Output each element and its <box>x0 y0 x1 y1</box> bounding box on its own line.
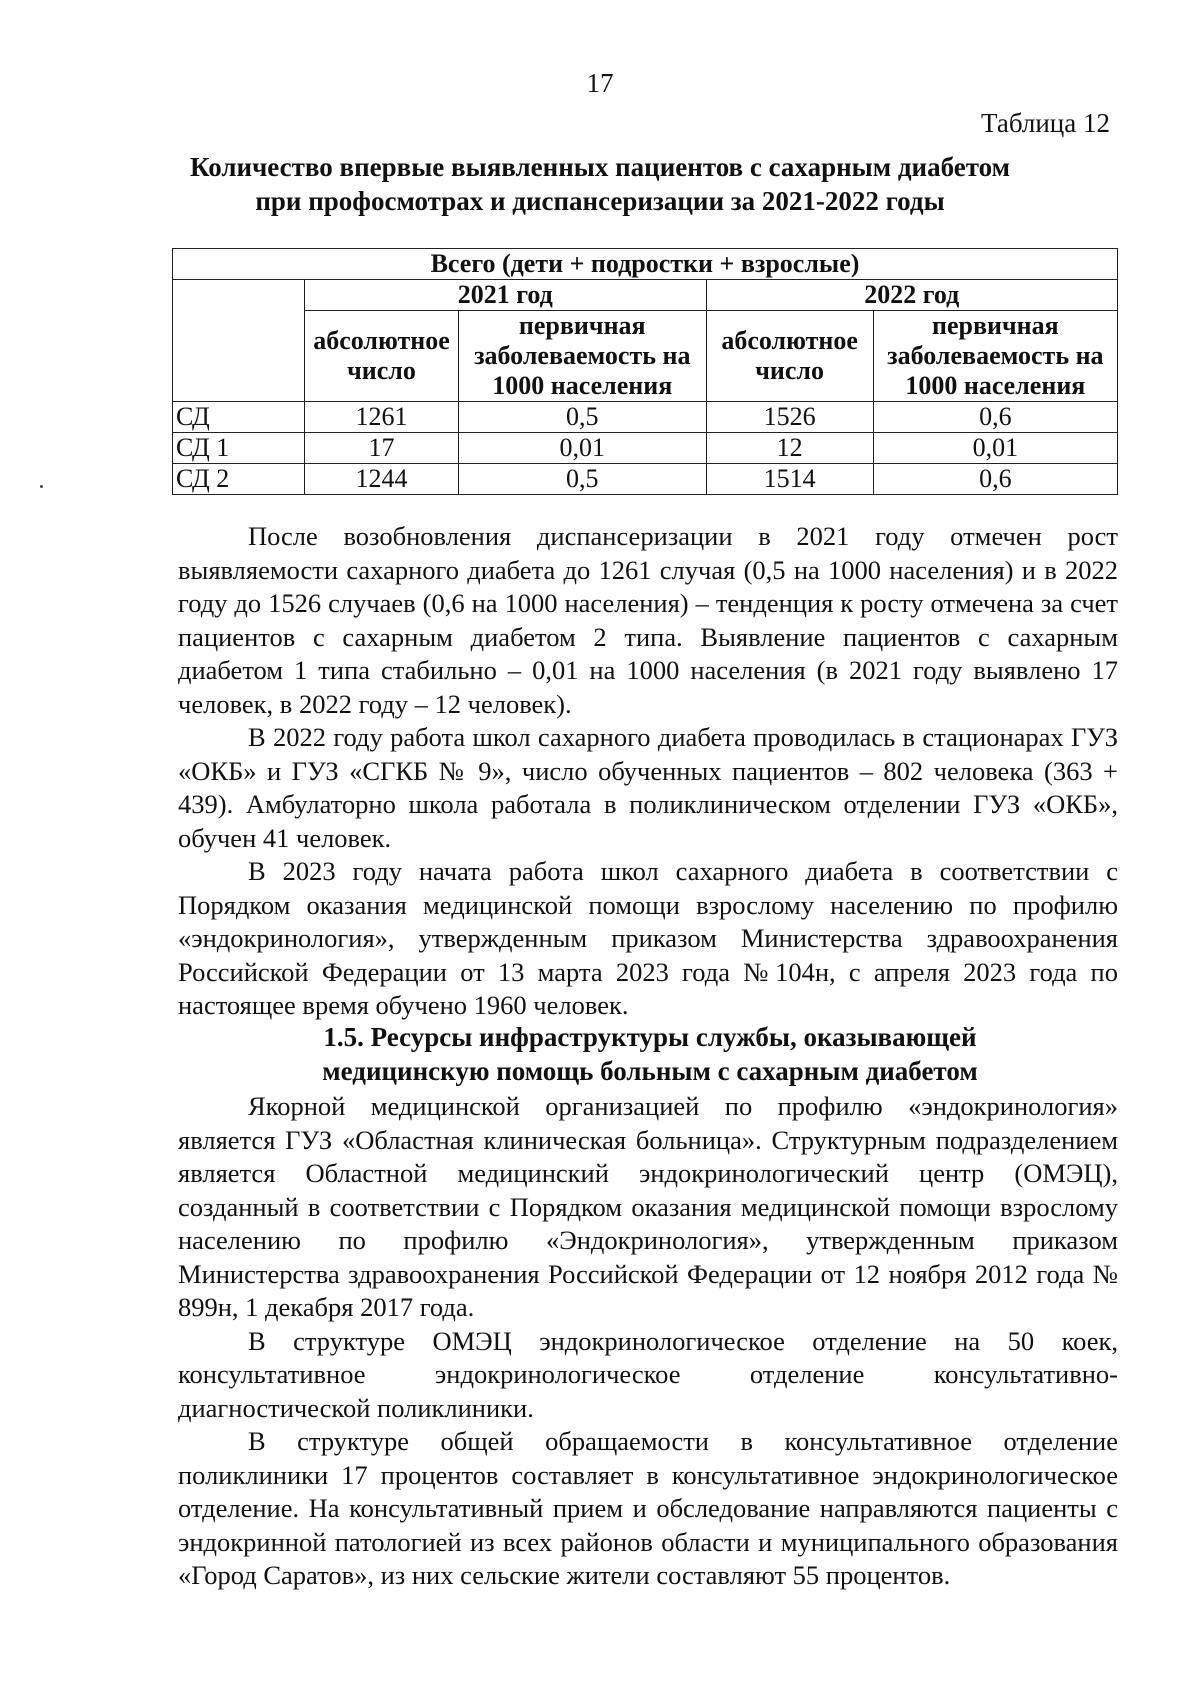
table-group-header-row <box>173 249 1118 280</box>
table-row <box>173 402 1118 433</box>
cell-rate-2022: 0,6 <box>873 464 1117 495</box>
cell-abs-2021: 1244 <box>305 464 459 495</box>
paragraph: В 2022 году работа школ сахарного диабета проводилась в стационарах ГУЗ «ОКБ» и ГУЗ «СГКБ № 9», число обученных пациентов – 802 человека (363 + 439). Амбулаторно школа работала в поликлиническом отделении ГУЗ «ОКБ», обучен 41 человек. <box>178 722 1118 853</box>
cell-rate-2022: 0,01 <box>873 433 1117 464</box>
year-2021-header: 2021 год <box>305 280 707 311</box>
col-rate-2022: первичная заболеваемость на 1000 населения <box>873 311 1117 402</box>
table-row <box>173 464 1118 495</box>
paragraph: После возобновления диспансеризации в 2021 году отмечен рост выявляемости сахарного диабета до 1261 случая (0,5 на 1000 населения) и в 2022 году до 1526 случаев (0,6 на 1000 населения) – тенденция к росту отмечена за счет пациентов с сахарным диабетом 2 типа. Выявление пациентов с сахарным диабетом 1 типа стабильно – 0,01 на 1000 населения (в 2021 году выявлено 17 человек, в 2022 году – 12 человек). <box>178 521 1118 719</box>
cell-abs-2022: 1526 <box>706 402 873 433</box>
cell-rate-2021: 0,01 <box>459 433 707 464</box>
col-absolute-2022: абсолютное число <box>706 311 873 402</box>
table-column-header-row <box>173 311 1118 402</box>
section-heading-line-2: медицинскую помощь больным с сахарным диабетом <box>322 1056 978 1086</box>
paragraph: В 2023 году начата работа школ сахарного диабета в соответствии с Порядком оказания медицинской помощи взрослому населению по профилю «эндокринология», утвержденным приказом Министерства здравоохранения Российской Федерации от 13 марта 2023 года №104н, с апреля 2023 года по настоящее время обучено 1960 человек. <box>178 856 1118 1020</box>
empty-corner-cell <box>173 280 305 402</box>
cell-abs-2022: 1514 <box>706 464 873 495</box>
paragraph: Якорной медицинской организацией по профилю «эндокринология» является ГУЗ «Областная клиническая больница». Структурным подразделением является Областной медицинский эндокринологический центр (ОМЭЦ), созданный в соответствии с Порядком оказания медицинской помощи взрослому населению по профилю «Эндокринология», утвержденным приказом Министерства здравоохранения Российской Федерации от 12 ноября 2012 года № 899н, 1 декабря 2017 года. <box>178 1091 1118 1322</box>
body-text-block-2 <box>178 1090 1118 1593</box>
year-2022-header: 2022 год <box>706 280 1117 311</box>
paragraph: В структуре общей обращаемости в консультативное отделение поликлиники 17 процентов составляет в консультативное эндокринологическое отделение. На консультативный прием и обследование направляются пациенты с эндокринной патологией из всех районов области и муниципального образования «Город Саратов», из них сельские жители составляют 55 процентов. <box>178 1426 1118 1590</box>
table-row <box>173 433 1118 464</box>
section-heading-line-1: 1.5. Ресурсы инфраструктуры службы, оказывающей <box>323 1022 977 1052</box>
section-heading <box>180 1020 1120 1088</box>
cell-abs-2022: 12 <box>706 433 873 464</box>
body-text-block-1 <box>178 520 1118 1023</box>
page-number: 17 <box>586 68 614 98</box>
table-title-line-2: при профосмотрах и диспансеризации за 2021-2022 годы <box>255 186 945 216</box>
scan-speck <box>40 485 43 488</box>
col-rate-2021: первичная заболеваемость на 1000 населения <box>459 311 707 402</box>
cell-abs-2021: 17 <box>305 433 459 464</box>
row-label: СД 2 <box>173 464 305 495</box>
group-header: Всего (дети + подростки + взрослые) <box>173 249 1118 280</box>
row-label: СД <box>173 402 305 433</box>
paragraph: В структуре ОМЭЦ эндокринологическое отделение на 50 коек, консультативное эндокринологическое отделение консультативно-диагностической поликлиники. <box>178 1325 1118 1423</box>
cell-abs-2021: 1261 <box>305 402 459 433</box>
col-absolute-2021: абсолютное число <box>305 311 459 402</box>
cell-rate-2021: 0,5 <box>459 464 707 495</box>
row-label: СД 1 <box>173 433 305 464</box>
table-title <box>150 150 1050 218</box>
table-year-row <box>173 280 1118 311</box>
cell-rate-2021: 0,5 <box>459 402 707 433</box>
cell-rate-2022: 0,6 <box>873 402 1117 433</box>
table-title-line-1: Количество впервые выявленных пациентов с сахарным диабетом <box>189 152 1010 182</box>
table-label: Таблица 12 <box>981 108 1110 138</box>
diabetes-stats-table <box>172 248 1118 495</box>
